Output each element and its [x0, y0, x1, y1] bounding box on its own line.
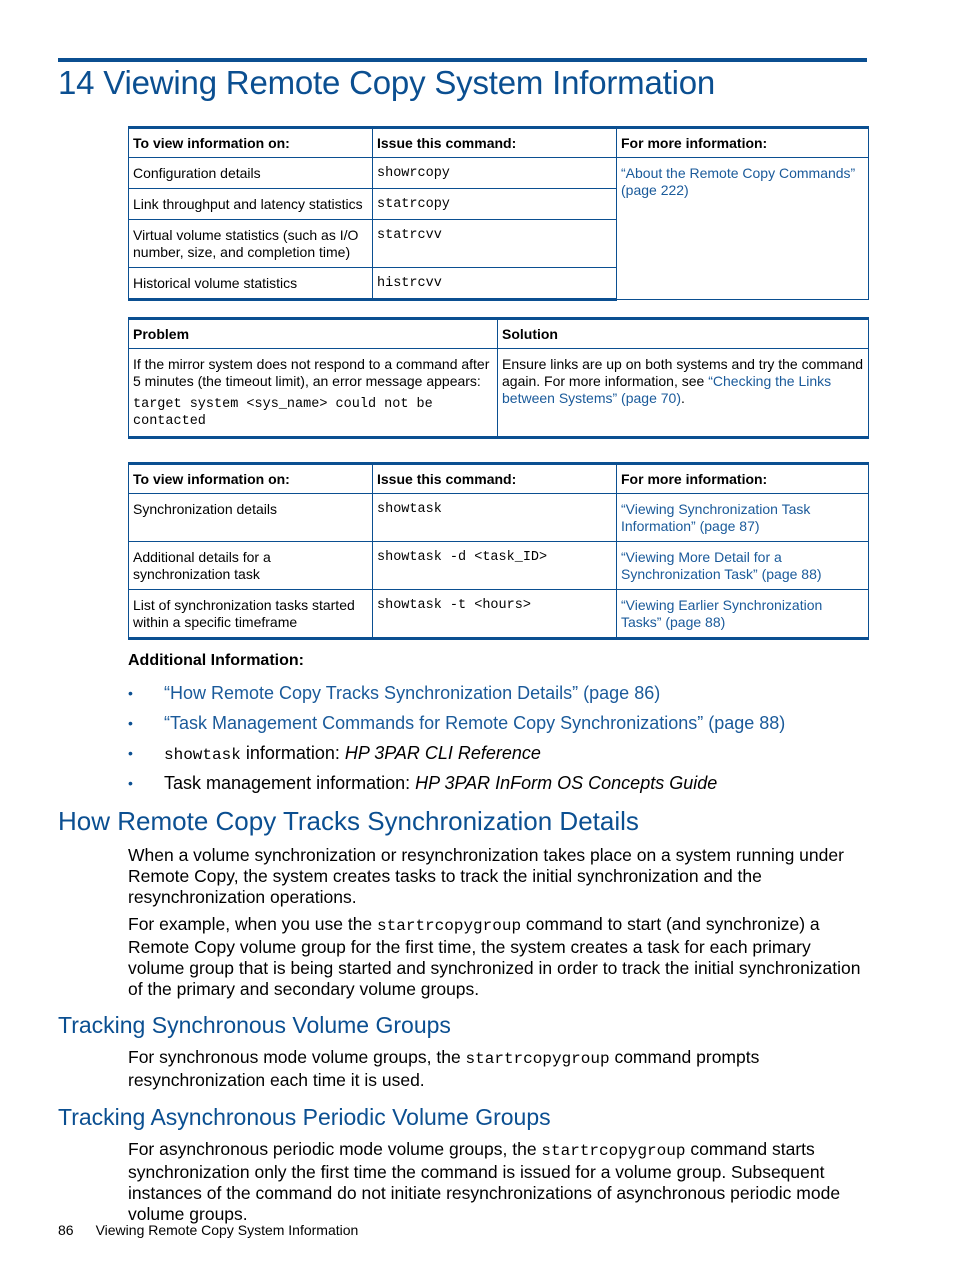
body-paragraph: [128, 914, 868, 1000]
paragraph-text: command starts synchronization only the first time the command is issued for a volume group. Subsequent instances of the command do not initiate resynchronizations of asynchronous periodic mode volume groups.: [128, 1139, 841, 1224]
inline-code: startrcopygroup: [377, 917, 522, 935]
info-cell: Link throughput and latency statistics: [129, 189, 373, 220]
info-cell: Synchronization details: [129, 494, 373, 542]
column-header: Problem: [129, 319, 498, 349]
paragraph-text: command prompts resynchronization each time it is used.: [128, 1047, 760, 1090]
more-info-link[interactable]: “Viewing Earlier Synchronization Tasks” (page 88): [621, 597, 823, 630]
info-cell: Virtual volume statistics (such as I/O number, size, and completion time): [129, 220, 373, 268]
paragraph-text: For synchronous mode volume groups, the: [128, 1047, 466, 1067]
bullet-icon: •: [128, 685, 133, 701]
problem-cell: [129, 349, 498, 438]
body-paragraph: When a volume synchronization or resynchronization takes place on a system running under Remote Copy, the system creates tasks to track the initial synchronization and the resynchronization operations.: [128, 845, 844, 907]
list-item: [128, 710, 785, 740]
more-info-link[interactable]: “Viewing More Detail for a Synchronization Task” (page 88): [621, 549, 822, 582]
inline-code: showtask: [164, 746, 241, 764]
bullet-icon: •: [128, 745, 133, 761]
section-heading: How Remote Copy Tracks Synchronization Details: [58, 806, 639, 836]
inline-code: startrcopygroup: [541, 1142, 686, 1160]
column-header: To view information on:: [129, 128, 373, 158]
info-cell: List of synchronization tasks started within a specific timeframe: [129, 590, 373, 639]
more-info-cell: [617, 158, 869, 300]
solution-end: .: [680, 390, 685, 406]
list-link[interactable]: “Task Management Commands for Remote Copy Synchronizations” (page 88): [164, 713, 786, 733]
list-item: [128, 680, 785, 710]
command-cell: showtask -t <hours>: [373, 590, 617, 639]
paragraph-text: For asynchronous periodic mode volume groups, the: [128, 1139, 542, 1159]
troubleshooting-table: [128, 317, 869, 439]
command-cell: statrcvv: [373, 220, 617, 268]
page-number: 86: [58, 1222, 74, 1238]
more-info-cell: [617, 542, 869, 590]
command-cell: showtask -d <task_ID>: [373, 542, 617, 590]
command-cell: showrcopy: [373, 158, 617, 189]
command-cell: histrcvv: [373, 268, 617, 300]
table-row: [129, 494, 869, 542]
chapter-title: 14 Viewing Remote Copy System Information: [58, 64, 716, 101]
commands-table: [128, 126, 869, 301]
table-row: [129, 590, 869, 639]
bullet-icon: •: [128, 775, 133, 791]
body-paragraph: [128, 1047, 868, 1091]
additional-info-list: [128, 680, 785, 800]
additional-info-heading: Additional Information:: [128, 652, 304, 669]
table-row: [129, 542, 869, 590]
list-text: information:: [240, 743, 345, 763]
paragraph-text: For example, when you use the: [128, 914, 378, 934]
column-header: For more information:: [617, 464, 869, 494]
table-row: [129, 158, 869, 189]
column-header: Issue this command:: [373, 128, 617, 158]
chapter-rule: [58, 58, 867, 62]
inline-code: startrcopygroup: [465, 1050, 610, 1068]
list-text: Task management information:: [164, 773, 416, 793]
reference-title: HP 3PAR CLI Reference: [344, 743, 541, 763]
page-footer: [58, 1222, 358, 1238]
more-info-link[interactable]: “Viewing Synchronization Task Information” (page 87): [621, 501, 811, 534]
column-header: Issue this command:: [373, 464, 617, 494]
list-item: [128, 770, 785, 800]
reference-title: HP 3PAR InForm OS Concepts Guide: [415, 773, 718, 793]
table-header-row: [129, 464, 869, 494]
info-cell: Configuration details: [129, 158, 373, 189]
solution-text: Ensure links are up on both systems and try the command again. For more information, see: [502, 356, 864, 389]
subsection-heading: Tracking Synchronous Volume Groups: [58, 1012, 451, 1038]
info-cell: Additional details for a synchronization task: [129, 542, 373, 590]
column-header: To view information on:: [129, 464, 373, 494]
column-header: For more information:: [617, 128, 869, 158]
solution-cell: [498, 349, 869, 438]
command-cell: showtask: [373, 494, 617, 542]
subsection-heading: Tracking Asynchronous Periodic Volume Groups: [58, 1104, 551, 1130]
error-message-code: target system <sys_name> could not be contacted: [133, 397, 433, 429]
footer-title: Viewing Remote Copy System Information: [95, 1222, 359, 1238]
list-item: [128, 740, 785, 770]
table-row: [129, 349, 869, 438]
table-header-row: [129, 319, 869, 349]
sync-tasks-table: [128, 462, 869, 640]
column-header: Solution: [498, 319, 869, 349]
paragraph-text: command to start (and synchronize) a Remote Copy volume group for the first time, the system creates a task for each primary volume group that is being started and synchronized in order to track the initial synchronization of the primary and secondary volume groups.: [128, 914, 861, 999]
more-info-cell: [617, 590, 869, 639]
solution-link[interactable]: “Checking the Links between Systems” (page 70): [502, 373, 832, 406]
problem-text: If the mirror system does not respond to a command after 5 minutes (the timeout limit), an error message appears:: [133, 356, 490, 389]
list-link[interactable]: “How Remote Copy Tracks Synchronization Details” (page 86): [164, 683, 661, 703]
bullet-icon: •: [128, 715, 133, 731]
info-cell: Historical volume statistics: [129, 268, 373, 300]
command-cell: statrcopy: [373, 189, 617, 220]
body-paragraph: [128, 1139, 868, 1225]
more-info-cell: [617, 494, 869, 542]
table-header-row: [129, 128, 869, 158]
more-info-link[interactable]: “About the Remote Copy Commands” (page 222): [621, 165, 856, 198]
